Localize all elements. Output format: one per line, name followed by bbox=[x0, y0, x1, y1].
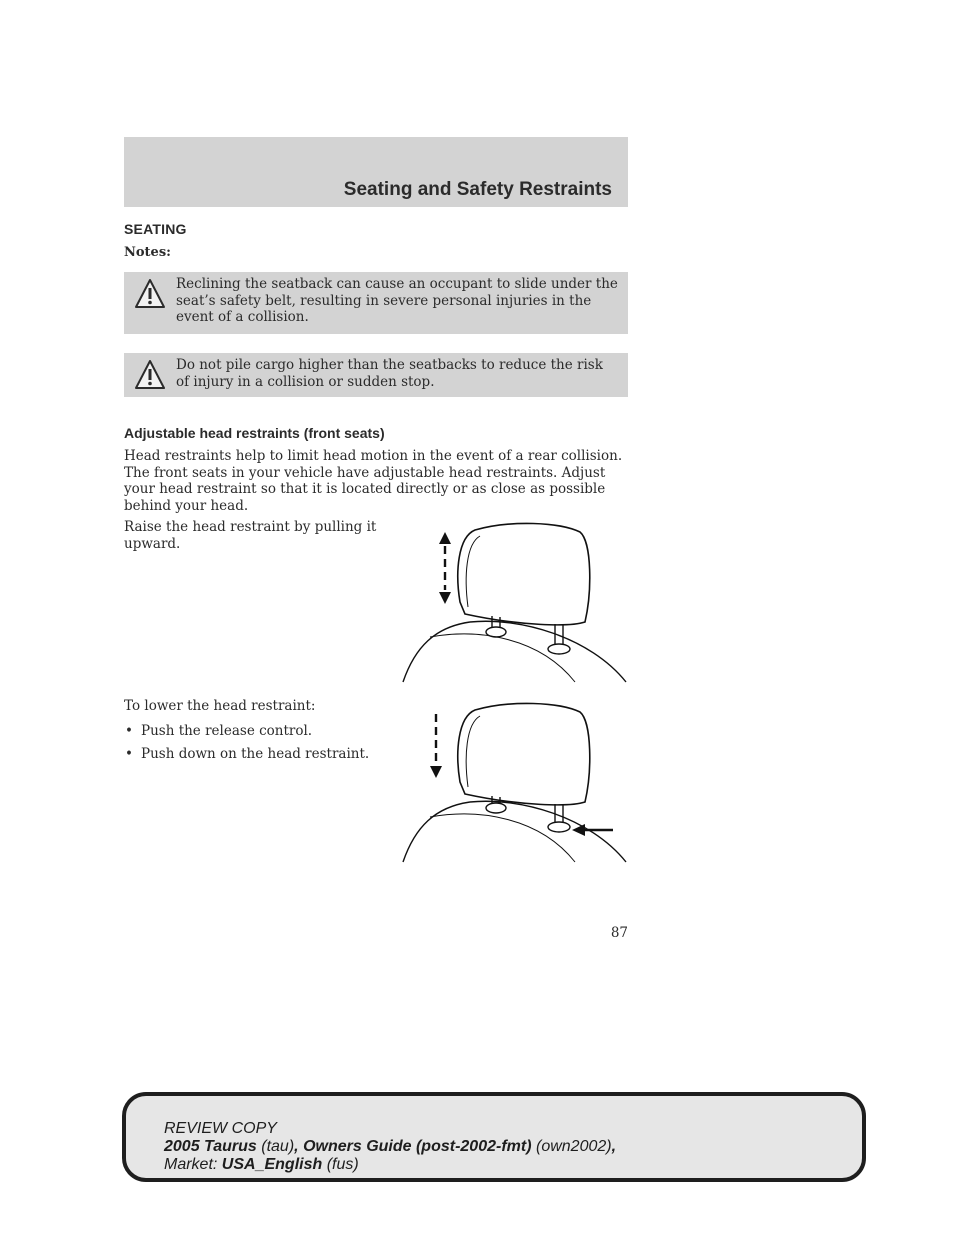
warning-box-recline bbox=[124, 272, 628, 334]
footer-line-review: REVIEW COPY bbox=[164, 1120, 277, 1137]
footer-line-market bbox=[164, 1156, 616, 1174]
head-restraints-heading: Adjustable head restraints (front seats) bbox=[124, 425, 385, 441]
warning-text: Reclining the seatback can cause an occupant to slide under the seat’s safety belt, resulting in severe personal injuries in the event of a collision. bbox=[176, 276, 618, 325]
raise-instruction: Raise the head restraint by pulling it upward. bbox=[124, 519, 377, 552]
footer-market-code: (fus) bbox=[326, 1156, 359, 1173]
section-header-bar bbox=[124, 137, 628, 207]
warning-triangle-icon bbox=[134, 278, 166, 310]
footer-separator: , bbox=[611, 1138, 617, 1155]
list-item-text: Push down on the head restraint. bbox=[141, 746, 370, 762]
notes-label: Notes: bbox=[124, 245, 171, 260]
seating-heading: SEATING bbox=[124, 221, 187, 237]
footer-model-code: (tau) bbox=[261, 1138, 295, 1155]
footer-text bbox=[164, 1120, 616, 1174]
list-item bbox=[124, 743, 369, 766]
footer-separator: , bbox=[294, 1138, 299, 1155]
footer-market-label: Market: bbox=[164, 1156, 218, 1173]
warning-text: Do not pile cargo higher than the seatbacks to reduce the risk of injury in a collision or sudden stop. bbox=[176, 357, 603, 390]
bullet: • bbox=[125, 723, 133, 739]
lower-instruction-intro: To lower the head restraint: bbox=[124, 698, 316, 714]
footer-market: USA_English bbox=[221, 1156, 323, 1173]
review-copy-footer bbox=[122, 1092, 866, 1182]
list-item-text: Push the release control. bbox=[141, 723, 313, 739]
bullet: • bbox=[125, 746, 133, 762]
page-number: 87 bbox=[610, 925, 628, 941]
warning-triangle-icon bbox=[134, 359, 166, 391]
raise-head-restraint-illustration bbox=[400, 522, 630, 686]
footer-line-model bbox=[164, 1138, 616, 1156]
footer-guide-code: (own2002) bbox=[536, 1138, 612, 1155]
section-title: Seating and Safety Restraints bbox=[343, 179, 612, 200]
list-item bbox=[124, 720, 369, 743]
footer-guide: Owners Guide (post-2002-fmt) bbox=[303, 1138, 532, 1155]
footer-model: 2005 Taurus bbox=[164, 1138, 257, 1155]
lower-steps-list bbox=[124, 720, 369, 766]
lower-head-restraint-illustration bbox=[400, 702, 630, 866]
warning-box-cargo bbox=[124, 353, 628, 397]
head-restraints-intro: Head restraints help to limit head motion in the event of a rear collision. The front seats in your vehicle have adjustable head restraints. Adjust your head restraint so that it is located directly or as close as possible behind your head. bbox=[124, 448, 623, 514]
